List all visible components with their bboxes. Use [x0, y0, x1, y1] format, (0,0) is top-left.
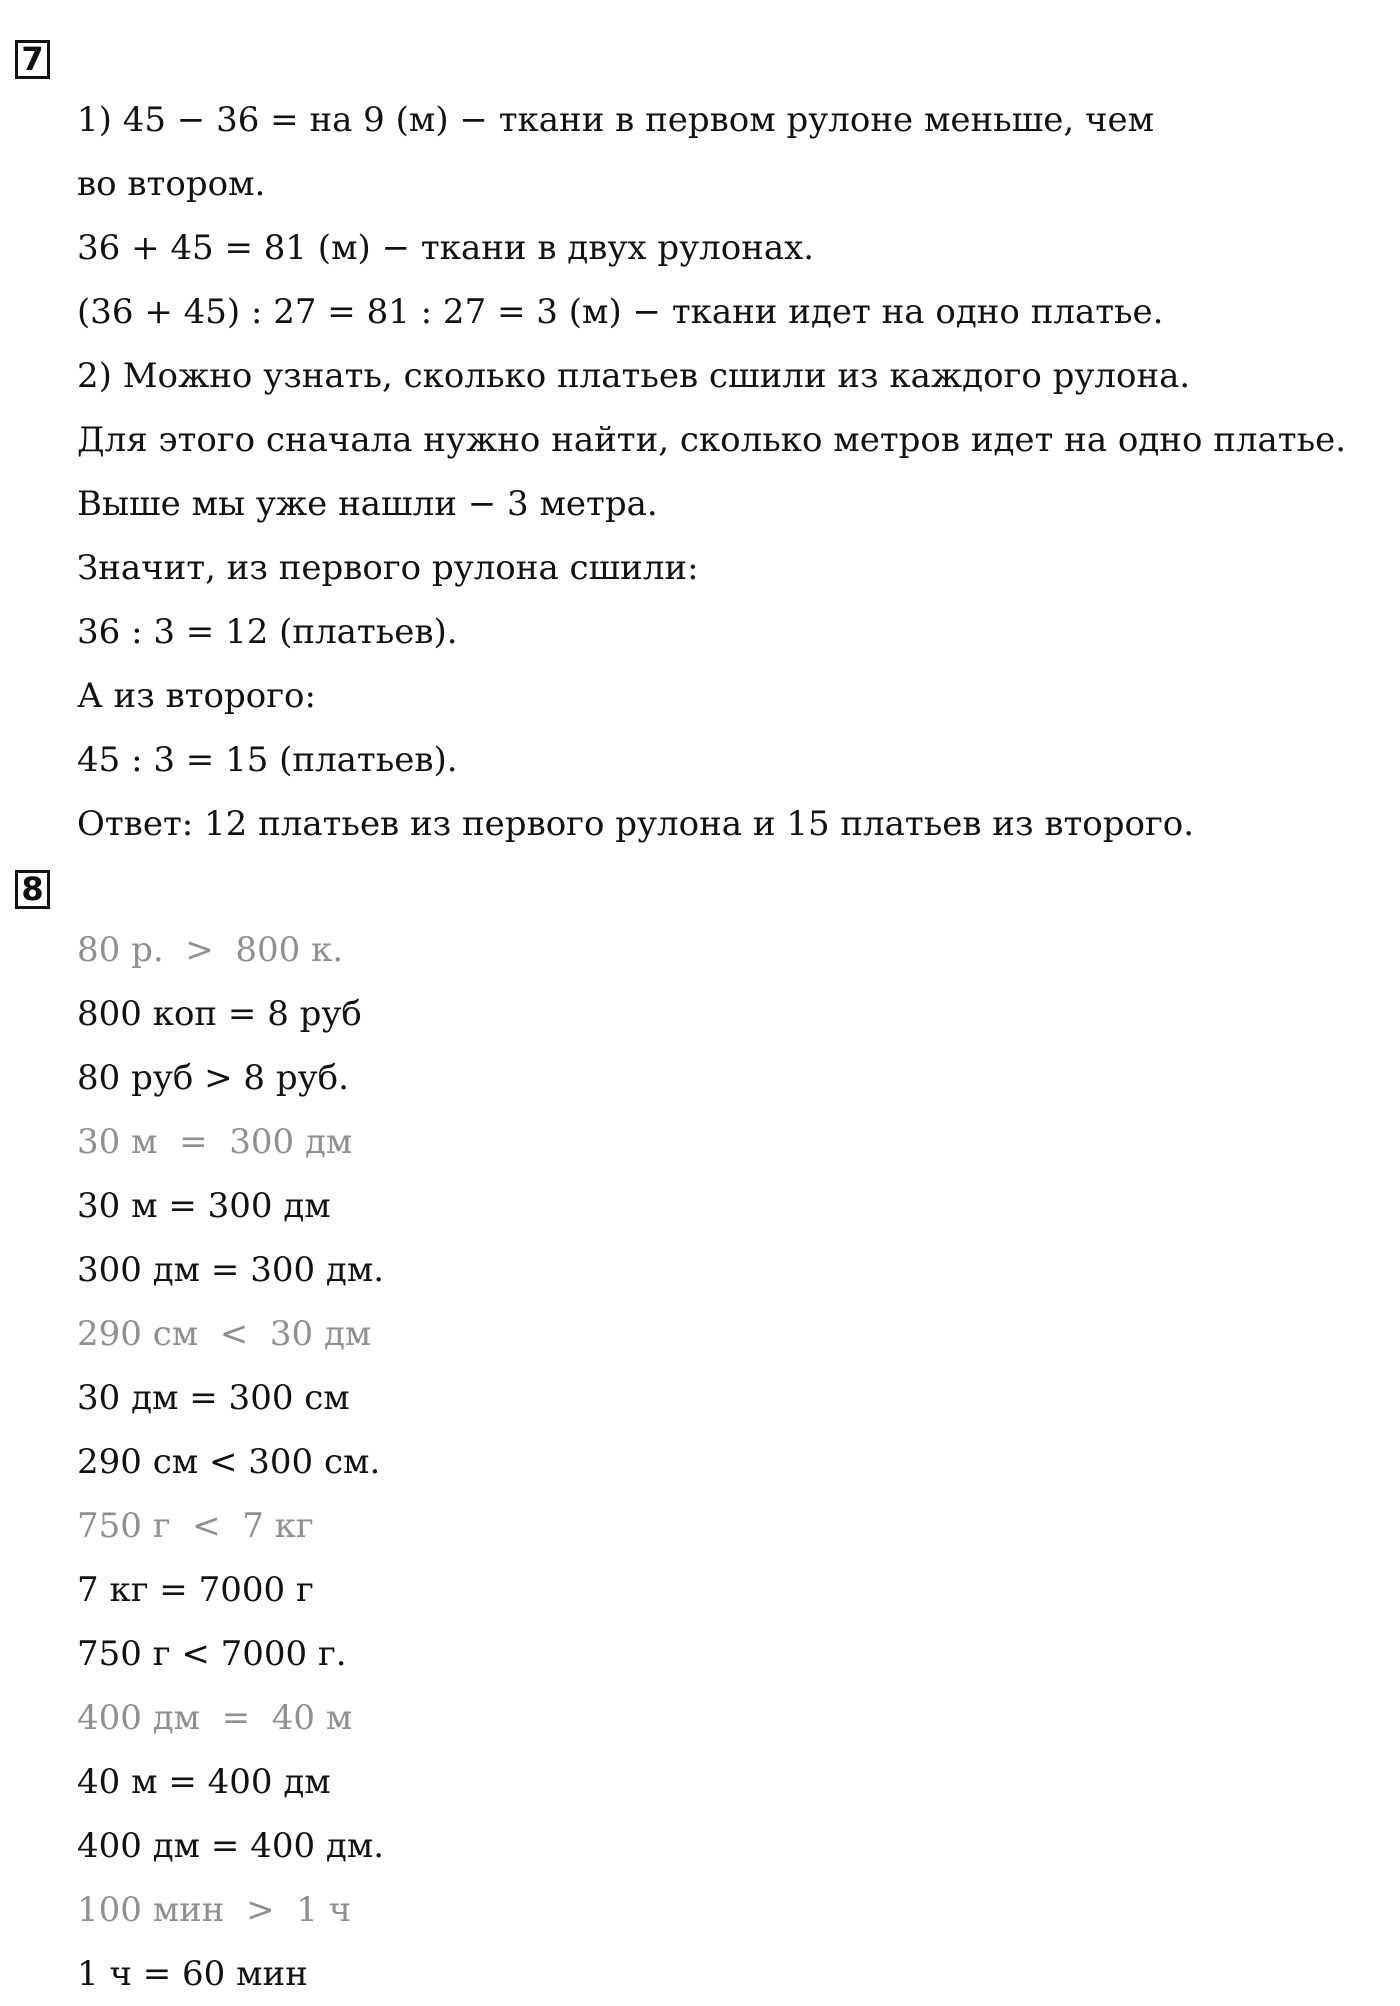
task-8-solution: [77, 918, 384, 2006]
solution-line: 290 см < 300 см.: [77, 1442, 381, 1482]
solution-line: 300 дм = 300 дм.: [77, 1250, 385, 1290]
task-number-7: 7: [15, 40, 50, 79]
solution-line: 750 г < 7000 г.: [77, 1634, 347, 1674]
solution-line: 2) Можно узнать, сколько платьев сшили из каждого рулона.: [77, 356, 1191, 396]
solution-line: 400 дм = 400 дм.: [77, 1826, 385, 1866]
solution-line: 30 дм = 300 см: [77, 1378, 350, 1418]
solution-line: 1) 45 − 36 = на 9 (м) − ткани в первом рулоне меньше, чем: [77, 100, 1155, 140]
solution-line: 80 руб > 8 руб.: [77, 1058, 349, 1098]
solution-line: Для этого сначала нужно найти, сколько метров идет на одно платье.: [77, 420, 1347, 460]
comparison-task-line: 750 г < 7 кг: [77, 1506, 314, 1546]
solution-line: (36 + 45) : 27 = 81 : 27 = 3 (м) − ткани идет на одно платье.: [77, 292, 1164, 332]
solution-line: 36 + 45 = 81 (м) − ткани в двух рулонах.: [77, 228, 815, 268]
solution-line: 30 м = 300 дм: [77, 1186, 331, 1226]
solution-line: 7 кг = 7000 г: [77, 1570, 314, 1610]
task-number-8: 8: [15, 870, 50, 909]
comparison-task-line: 400 дм = 40 м: [77, 1698, 353, 1738]
solution-line: Выше мы уже нашли − 3 метра.: [77, 484, 658, 524]
comparison-task-line: 30 м = 300 дм: [77, 1122, 353, 1162]
comparison-task-line: 290 см < 30 дм: [77, 1314, 372, 1354]
comparison-task-line: 100 мин > 1 ч: [77, 1890, 352, 1930]
solution-line: А из второго:: [77, 676, 316, 716]
solution-line: 45 : 3 = 15 (платьев).: [77, 740, 458, 780]
solution-line: 800 коп = 8 руб: [77, 994, 362, 1034]
comparison-task-line: 80 р. > 800 к.: [77, 930, 344, 970]
solution-line: 36 : 3 = 12 (платьев).: [77, 612, 458, 652]
solution-line: 1 ч = 60 мин: [77, 1954, 308, 1994]
answer-line: Ответ: 12 платьев из первого рулона и 15 платьев из второго.: [77, 804, 1195, 844]
task-7-solution: [77, 88, 1346, 856]
solution-line: Значит, из первого рулона сшили:: [77, 548, 699, 588]
solution-line: во втором.: [77, 164, 266, 204]
solution-line: 40 м = 400 дм: [77, 1762, 331, 1802]
